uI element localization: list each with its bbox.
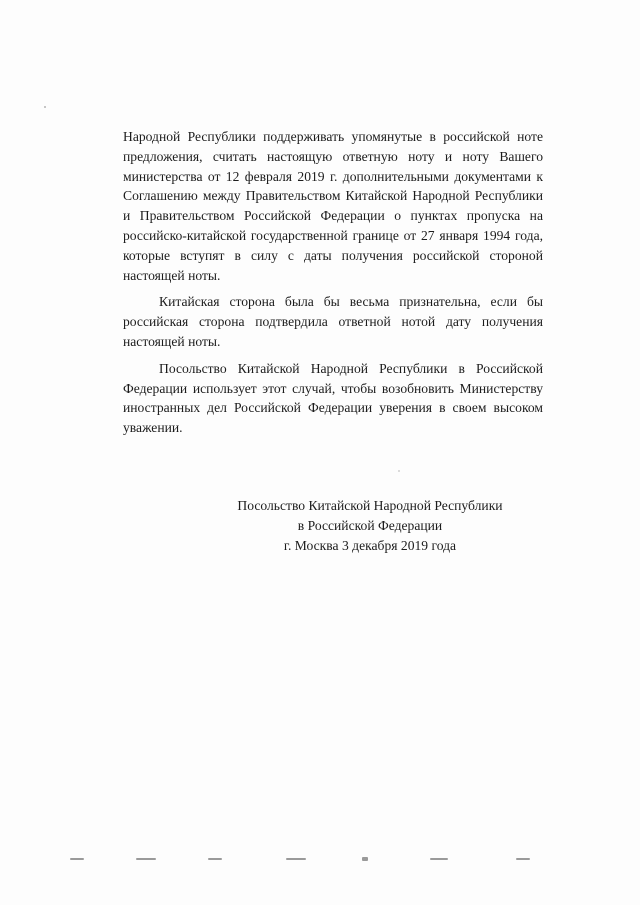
scan-edge-mark — [362, 857, 368, 861]
scan-edge-mark — [208, 858, 222, 860]
scan-speck — [398, 470, 400, 472]
note-body — [123, 127, 543, 438]
scan-edge-mark — [70, 858, 84, 860]
scan-edge-mark — [516, 858, 530, 860]
scan-speck — [44, 106, 46, 108]
embassy-signature-block — [220, 496, 520, 556]
scan-edge-mark — [136, 858, 156, 860]
paragraph-proposal-acceptance: Народной Республики поддерживать упомянутые в российской ноте предложения, считать настоящую ответную ноту и ноту Вашего министерства от 12 февраля 2019 г. дополнительными документами к Соглашению между Правительством Китайской Народной Республики и Правительством Российской Федерации о пунктах пропуска на российско-китайской государственной границе от 27 января 1994 года, которые вступят в силу с даты получения российской стороной настоящей ноты. — [123, 129, 543, 283]
paragraph-confirmation-request: Китайская сторона была бы весьма признательна, если бы российская сторона подтвердила ответной нотой дату получения настоящей ноты. — [123, 294, 543, 349]
paragraph-closing-courtesy: Посольство Китайской Народной Республики в Российской Федерации использует этот случай, чтобы возобновить Министерству иностранных дел Российской Федерации уверения в своем высоком уважении. — [123, 360, 543, 436]
signature-embassy-name: Посольство Китайской Народной Республики — [237, 498, 503, 513]
scan-edge-mark — [286, 858, 306, 860]
scan-edge-mark — [430, 858, 448, 860]
signature-place-date: г. Москва 3 декабря 2019 года — [283, 538, 457, 553]
signature-country: в Российской Федерации — [297, 518, 443, 533]
